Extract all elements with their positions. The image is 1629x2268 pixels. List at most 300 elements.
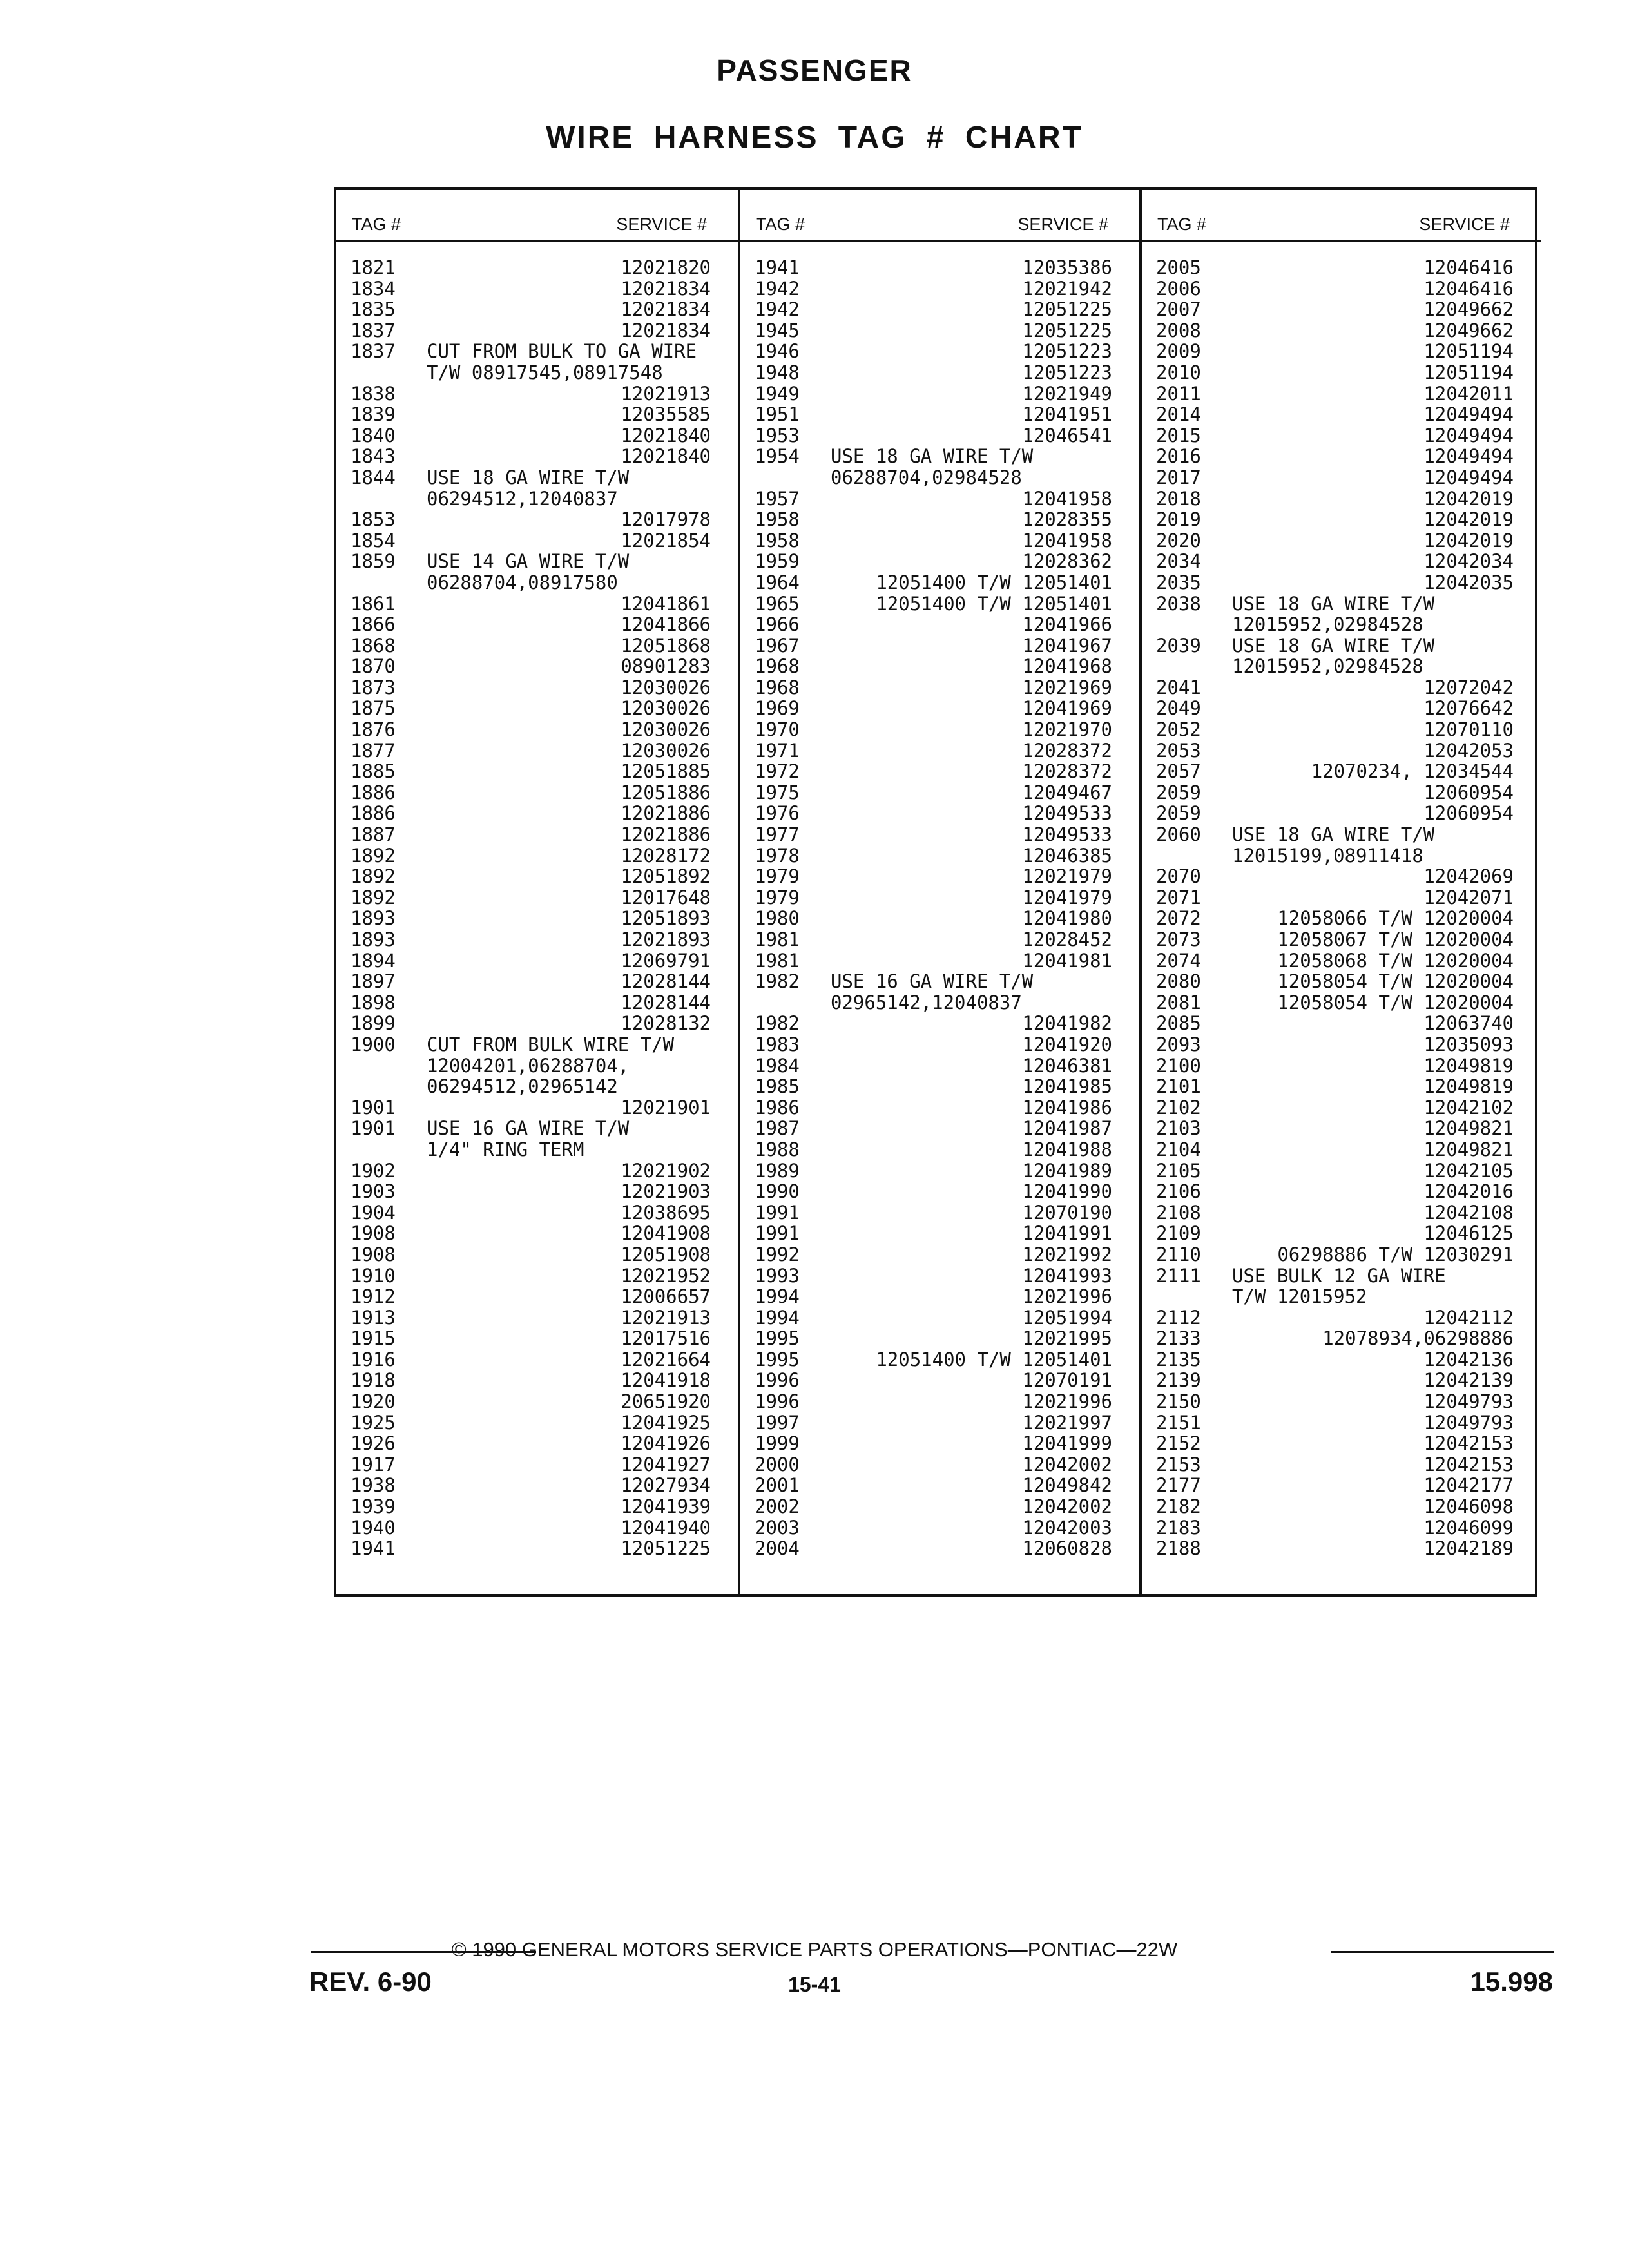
table-row bbox=[740, 1475, 1139, 1496]
tag-number: 2177 bbox=[1156, 1474, 1201, 1497]
tag-number: 1912 bbox=[351, 1285, 396, 1308]
service-number: 12042105 bbox=[1423, 1159, 1514, 1182]
tag-number: 1837 bbox=[351, 340, 396, 363]
service-number: 12021840 bbox=[621, 445, 711, 468]
table-row bbox=[740, 614, 1139, 635]
tag-number: 1988 bbox=[755, 1138, 800, 1160]
service-number: 12051225 bbox=[1022, 319, 1112, 341]
tag-number: 2112 bbox=[1156, 1306, 1201, 1329]
tag-number: 1866 bbox=[351, 613, 396, 636]
tag-number: 2002 bbox=[755, 1495, 800, 1518]
service-number: 12051892 bbox=[621, 865, 711, 888]
tag-number: 1839 bbox=[351, 403, 396, 426]
table-row bbox=[336, 635, 738, 657]
service-number: 12049494 bbox=[1423, 403, 1514, 426]
tag-number: 1901 bbox=[351, 1117, 396, 1140]
table-row bbox=[1142, 782, 1541, 803]
service-number: 12042136 bbox=[1423, 1348, 1514, 1370]
service-number: 12038695 bbox=[621, 1201, 711, 1224]
table-row bbox=[336, 1538, 738, 1559]
table-row bbox=[1142, 1286, 1541, 1307]
tag-number: 1897 bbox=[351, 970, 396, 993]
table-row bbox=[336, 1223, 738, 1244]
table-row bbox=[1142, 551, 1541, 572]
service-number: 12051194 bbox=[1423, 361, 1514, 383]
tag-number: 1942 bbox=[755, 277, 800, 300]
service-number: 12042102 bbox=[1423, 1096, 1514, 1119]
table-row bbox=[336, 950, 738, 972]
service-note: USE 18 GA WIRE T/W bbox=[831, 445, 1034, 468]
tag-number: 1953 bbox=[755, 424, 800, 447]
table-row bbox=[336, 656, 738, 677]
service-number: 12046385 bbox=[1022, 844, 1112, 867]
table-row bbox=[1142, 1244, 1541, 1265]
service-number: 12041982 bbox=[1022, 1012, 1112, 1035]
service-number: 12060828 bbox=[1022, 1537, 1112, 1560]
service-number: 12021840 bbox=[621, 424, 711, 447]
table-row bbox=[740, 1223, 1139, 1244]
tag-chart-table bbox=[334, 187, 1537, 1597]
tag-number: 2074 bbox=[1156, 949, 1201, 972]
table-row bbox=[1142, 1013, 1541, 1034]
tag-number: 1898 bbox=[351, 991, 396, 1014]
service-note: USE 14 GA WIRE T/W bbox=[427, 550, 630, 573]
tag-number: 1980 bbox=[755, 907, 800, 930]
tag-number: 2072 bbox=[1156, 907, 1201, 930]
tag-number: 1995 bbox=[755, 1348, 800, 1370]
table-row bbox=[1142, 341, 1541, 362]
table-row bbox=[1142, 824, 1541, 845]
tag-number: 2105 bbox=[1156, 1159, 1201, 1182]
service-note: 06294512,12040837 bbox=[427, 487, 618, 510]
tag-number: 2153 bbox=[1156, 1453, 1201, 1475]
service-number: 12042053 bbox=[1423, 739, 1514, 762]
table-row bbox=[336, 1013, 738, 1034]
service-number: 12042019 bbox=[1423, 487, 1514, 510]
tag-number: 1945 bbox=[755, 319, 800, 341]
service-number: 12041958 bbox=[1022, 487, 1112, 510]
tag-number: 1964 bbox=[755, 571, 800, 593]
tag-number: 1901 bbox=[351, 1096, 396, 1119]
table-row bbox=[1142, 1349, 1541, 1370]
footer-section-number: 15.998 bbox=[1470, 1966, 1553, 1997]
tag-number: 1918 bbox=[351, 1369, 396, 1392]
service-number: 12041999 bbox=[1022, 1432, 1112, 1455]
table-row bbox=[336, 1286, 738, 1307]
tag-number: 2150 bbox=[1156, 1390, 1201, 1413]
service-number: 12041918 bbox=[621, 1369, 711, 1392]
table-row bbox=[740, 1181, 1139, 1202]
table-row bbox=[336, 1097, 738, 1119]
table-rows bbox=[740, 257, 1139, 1559]
table-row bbox=[740, 425, 1139, 447]
service-note: USE BULK 12 GA WIRE bbox=[1232, 1264, 1446, 1287]
footer-copyright: © 1990 GENERAL MOTORS SERVICE PARTS OPERATIONS—PONTIAC—22W bbox=[451, 1938, 1178, 1961]
tag-number: 1844 bbox=[351, 466, 396, 488]
service-note: USE 18 GA WIRE T/W bbox=[1232, 823, 1435, 846]
table-row bbox=[1142, 1265, 1541, 1287]
tag-number: 1908 bbox=[351, 1222, 396, 1245]
table-row bbox=[740, 446, 1139, 467]
tag-number: 1985 bbox=[755, 1075, 800, 1098]
tag-number: 1958 bbox=[755, 508, 800, 531]
table-row bbox=[1142, 320, 1541, 341]
table-row bbox=[336, 1160, 738, 1182]
service-number: 12060954 bbox=[1423, 781, 1514, 803]
table-row bbox=[740, 971, 1139, 992]
table-row bbox=[740, 257, 1139, 278]
table-row bbox=[336, 1202, 738, 1224]
service-number: 12046125 bbox=[1423, 1222, 1514, 1245]
tag-number: 1983 bbox=[755, 1033, 800, 1055]
service-number: 12046416 bbox=[1423, 277, 1514, 300]
service-number: 12021886 bbox=[621, 802, 711, 825]
service-number: 12041967 bbox=[1022, 634, 1112, 657]
service-number: 12021996 bbox=[1022, 1390, 1112, 1413]
table-row bbox=[740, 1013, 1139, 1034]
table-row bbox=[1142, 1328, 1541, 1349]
service-number: 12021854 bbox=[621, 529, 711, 552]
tag-number: 2057 bbox=[1156, 760, 1201, 783]
table-row bbox=[336, 1517, 738, 1539]
tag-number: 1877 bbox=[351, 739, 396, 762]
tag-number: 1843 bbox=[351, 445, 396, 468]
table-row bbox=[740, 803, 1139, 824]
service-number: 12049819 bbox=[1423, 1075, 1514, 1098]
table-row bbox=[1142, 1454, 1541, 1475]
tag-number: 1984 bbox=[755, 1054, 800, 1077]
service-number: 12058068 T/W 12020004 bbox=[1277, 949, 1514, 972]
tag-number: 1968 bbox=[755, 655, 800, 678]
tag-number: 1990 bbox=[755, 1180, 800, 1203]
tag-number: 1968 bbox=[755, 676, 800, 698]
tag-number: 1940 bbox=[351, 1516, 396, 1539]
tag-number: 1840 bbox=[351, 424, 396, 447]
footer-page-number: 15-41 bbox=[788, 1973, 841, 1996]
tag-number: 2059 bbox=[1156, 781, 1201, 803]
service-number: 12051194 bbox=[1423, 340, 1514, 363]
footer-revision: REV. 6-90 bbox=[309, 1966, 432, 1997]
table-rows bbox=[336, 257, 738, 1559]
table-row bbox=[1142, 278, 1541, 300]
table-row bbox=[336, 1433, 738, 1454]
tag-number: 2059 bbox=[1156, 802, 1201, 825]
service-number: 12041968 bbox=[1022, 655, 1112, 678]
service-number: 12021820 bbox=[621, 256, 711, 278]
tag-number: 1887 bbox=[351, 823, 396, 846]
tag-number: 1868 bbox=[351, 634, 396, 657]
tag-number: 1993 bbox=[755, 1264, 800, 1287]
table-row bbox=[336, 929, 738, 950]
tag-number: 2015 bbox=[1156, 424, 1201, 447]
table-row bbox=[740, 992, 1139, 1014]
table-row bbox=[1142, 1160, 1541, 1182]
tag-number: 2053 bbox=[1156, 739, 1201, 762]
table-row bbox=[1142, 950, 1541, 972]
table-row bbox=[740, 740, 1139, 762]
tag-number: 1996 bbox=[755, 1390, 800, 1413]
table-row bbox=[740, 929, 1139, 950]
service-number: 12041920 bbox=[1022, 1033, 1112, 1055]
service-number: 12060954 bbox=[1423, 802, 1514, 825]
tag-number: 2011 bbox=[1156, 382, 1201, 405]
tag-header: TAG # bbox=[352, 215, 401, 234]
tag-number: 1835 bbox=[351, 298, 396, 321]
service-number: 12035386 bbox=[1022, 256, 1112, 278]
service-header: SERVICE # bbox=[1419, 215, 1510, 234]
service-number: 12030026 bbox=[621, 739, 711, 762]
table-row bbox=[1142, 299, 1541, 320]
table-row bbox=[1142, 446, 1541, 467]
table-row bbox=[1142, 1055, 1541, 1077]
service-number: 12076642 bbox=[1423, 697, 1514, 720]
service-number: 12046098 bbox=[1423, 1495, 1514, 1518]
service-number: 12041966 bbox=[1022, 613, 1112, 636]
tag-number: 2003 bbox=[755, 1516, 800, 1539]
table-row bbox=[336, 1349, 738, 1370]
table-row bbox=[1142, 887, 1541, 908]
service-number: 12028362 bbox=[1022, 550, 1112, 573]
table-row bbox=[336, 1139, 738, 1160]
table-row bbox=[1142, 761, 1541, 782]
service-note: 12015952,02984528 bbox=[1232, 613, 1423, 636]
table-row bbox=[740, 1034, 1139, 1055]
table-row bbox=[1142, 719, 1541, 740]
table-row bbox=[336, 1328, 738, 1349]
table-row bbox=[740, 1454, 1139, 1475]
tag-number: 1965 bbox=[755, 592, 800, 615]
service-number: 12058066 T/W 12020004 bbox=[1277, 907, 1514, 930]
table-row bbox=[1142, 1412, 1541, 1434]
table-row bbox=[336, 425, 738, 447]
tag-number: 2151 bbox=[1156, 1411, 1201, 1434]
service-number: 12046416 bbox=[1423, 256, 1514, 278]
service-number: 12051225 bbox=[621, 1537, 711, 1560]
tag-number: 1981 bbox=[755, 949, 800, 972]
service-number: 12042019 bbox=[1423, 508, 1514, 531]
column-header bbox=[1142, 190, 1541, 242]
service-number: 12028172 bbox=[621, 844, 711, 867]
service-number: 12030026 bbox=[621, 718, 711, 741]
tag-number: 2017 bbox=[1156, 466, 1201, 488]
service-number: 12051868 bbox=[621, 634, 711, 657]
service-number: 12021902 bbox=[621, 1159, 711, 1182]
service-number: 12030026 bbox=[621, 676, 711, 698]
service-number: 12051400 T/W 12051401 bbox=[876, 571, 1112, 593]
service-note: 06288704,02984528 bbox=[831, 466, 1022, 488]
service-number: 12069791 bbox=[621, 949, 711, 972]
service-number: 12021952 bbox=[621, 1264, 711, 1287]
table-row bbox=[740, 278, 1139, 300]
table-row bbox=[336, 1496, 738, 1517]
service-number: 12021996 bbox=[1022, 1285, 1112, 1308]
table-row bbox=[740, 1412, 1139, 1434]
table-row bbox=[336, 719, 738, 740]
service-number: 12041987 bbox=[1022, 1117, 1112, 1140]
table-row bbox=[1142, 1391, 1541, 1412]
tag-number: 1982 bbox=[755, 970, 800, 993]
table-row bbox=[740, 698, 1139, 719]
tag-number: 1904 bbox=[351, 1201, 396, 1224]
service-header: SERVICE # bbox=[1017, 215, 1108, 234]
tag-number: 2102 bbox=[1156, 1096, 1201, 1119]
service-number: 12021903 bbox=[621, 1180, 711, 1203]
table-row bbox=[740, 1097, 1139, 1119]
table-row bbox=[336, 1412, 738, 1434]
table-row bbox=[1142, 593, 1541, 615]
tag-number: 1908 bbox=[351, 1243, 396, 1265]
table-row bbox=[336, 1265, 738, 1287]
table-row bbox=[336, 866, 738, 887]
table-row bbox=[336, 257, 738, 278]
table-row bbox=[1142, 1097, 1541, 1119]
table-row bbox=[1142, 1517, 1541, 1539]
service-note: 1/4" RING TERM bbox=[427, 1138, 584, 1160]
service-number: 12049793 bbox=[1423, 1411, 1514, 1434]
tag-number: 1991 bbox=[755, 1222, 800, 1245]
tag-number: 1977 bbox=[755, 823, 800, 846]
tag-number: 1958 bbox=[755, 529, 800, 552]
table-row bbox=[740, 1139, 1139, 1160]
service-number: 12041993 bbox=[1022, 1264, 1112, 1287]
table-row bbox=[740, 341, 1139, 362]
service-number: 12041969 bbox=[1022, 697, 1112, 720]
tag-number: 2016 bbox=[1156, 445, 1201, 468]
service-number: 12021901 bbox=[621, 1096, 711, 1119]
tag-number: 1859 bbox=[351, 550, 396, 573]
tag-number: 1982 bbox=[755, 1012, 800, 1035]
service-number: 12042035 bbox=[1423, 571, 1514, 593]
table-row bbox=[1142, 803, 1541, 824]
tag-number: 1997 bbox=[755, 1411, 800, 1434]
service-number: 12042071 bbox=[1423, 886, 1514, 908]
tag-number: 2081 bbox=[1156, 991, 1201, 1014]
tag-number: 1939 bbox=[351, 1495, 396, 1518]
service-number: 12028132 bbox=[621, 1012, 711, 1035]
service-number: 12021992 bbox=[1022, 1243, 1112, 1265]
tag-number: 2188 bbox=[1156, 1537, 1201, 1560]
table-row bbox=[336, 614, 738, 635]
table-row bbox=[336, 320, 738, 341]
table-row bbox=[1142, 614, 1541, 635]
table-row bbox=[336, 362, 738, 383]
service-note: USE 16 GA WIRE T/W bbox=[427, 1117, 630, 1140]
table-row bbox=[1142, 1139, 1541, 1160]
table-row bbox=[336, 1370, 738, 1391]
service-number: 12041986 bbox=[1022, 1096, 1112, 1119]
table-row bbox=[1142, 929, 1541, 950]
tag-number: 1987 bbox=[755, 1117, 800, 1140]
table-row bbox=[336, 404, 738, 425]
service-number: 12017648 bbox=[621, 886, 711, 908]
tag-number: 1885 bbox=[351, 760, 396, 783]
tag-number: 1979 bbox=[755, 865, 800, 888]
service-number: 12042019 bbox=[1423, 529, 1514, 552]
service-number: 12042177 bbox=[1423, 1474, 1514, 1497]
service-number: 12049662 bbox=[1423, 319, 1514, 341]
service-note: USE 18 GA WIRE T/W bbox=[1232, 592, 1435, 615]
tag-number: 2085 bbox=[1156, 1012, 1201, 1035]
service-note: T/W 12015952 bbox=[1232, 1285, 1367, 1308]
table-row bbox=[336, 887, 738, 908]
service-number: 12021664 bbox=[621, 1348, 711, 1370]
tag-number: 2108 bbox=[1156, 1201, 1201, 1224]
table-row bbox=[1142, 992, 1541, 1014]
tag-header: TAG # bbox=[756, 215, 805, 234]
table-row bbox=[336, 1055, 738, 1077]
table-row bbox=[740, 593, 1139, 615]
service-number: 12021913 bbox=[621, 1306, 711, 1329]
tag-number: 2018 bbox=[1156, 487, 1201, 510]
service-number: 12051223 bbox=[1022, 340, 1112, 363]
service-number: 12049842 bbox=[1022, 1474, 1112, 1497]
table-row bbox=[1142, 362, 1541, 383]
tag-number: 2093 bbox=[1156, 1033, 1201, 1055]
service-number: 12049821 bbox=[1423, 1138, 1514, 1160]
tag-number: 1894 bbox=[351, 949, 396, 972]
service-number: 12041979 bbox=[1022, 886, 1112, 908]
tag-number: 1886 bbox=[351, 802, 396, 825]
table-row bbox=[336, 845, 738, 867]
table-row bbox=[740, 509, 1139, 530]
tag-number: 2104 bbox=[1156, 1138, 1201, 1160]
service-number: 12046541 bbox=[1022, 424, 1112, 447]
service-number: 12049819 bbox=[1423, 1054, 1514, 1077]
service-number: 12051908 bbox=[621, 1243, 711, 1265]
tag-header: TAG # bbox=[1157, 215, 1207, 234]
table-row bbox=[740, 1160, 1139, 1182]
service-note: 12015199,08911418 bbox=[1232, 844, 1423, 867]
tag-number: 2183 bbox=[1156, 1516, 1201, 1539]
table-row bbox=[740, 1538, 1139, 1559]
service-number: 12021834 bbox=[621, 277, 711, 300]
tag-number: 1916 bbox=[351, 1348, 396, 1370]
table-row bbox=[336, 992, 738, 1014]
table-row bbox=[1142, 404, 1541, 425]
table-row bbox=[1142, 257, 1541, 278]
table-row bbox=[336, 341, 738, 362]
service-number: 12078934,06298886 bbox=[1322, 1327, 1514, 1350]
service-number: 12046099 bbox=[1423, 1516, 1514, 1539]
service-number: 12041926 bbox=[621, 1432, 711, 1455]
table-row bbox=[1142, 1118, 1541, 1139]
table-row bbox=[740, 1496, 1139, 1517]
tag-number: 2038 bbox=[1156, 592, 1201, 615]
tag-number: 1892 bbox=[351, 886, 396, 908]
table-row bbox=[336, 1244, 738, 1265]
table-row bbox=[1142, 1076, 1541, 1097]
service-number: 12021997 bbox=[1022, 1411, 1112, 1434]
service-number: 12042189 bbox=[1423, 1537, 1514, 1560]
service-number: 12041989 bbox=[1022, 1159, 1112, 1182]
service-number: 12021834 bbox=[621, 298, 711, 321]
table-row bbox=[740, 467, 1139, 488]
service-number: 12051886 bbox=[621, 781, 711, 803]
tag-number: 1991 bbox=[755, 1201, 800, 1224]
tag-number: 2152 bbox=[1156, 1432, 1201, 1455]
tag-number: 1900 bbox=[351, 1033, 396, 1055]
service-number: 12042069 bbox=[1423, 865, 1514, 888]
service-number: 12049494 bbox=[1423, 466, 1514, 488]
table-row bbox=[740, 1517, 1139, 1539]
service-number: 12041866 bbox=[621, 613, 711, 636]
table-row bbox=[740, 551, 1139, 572]
table-row bbox=[336, 698, 738, 719]
tag-number: 1948 bbox=[755, 361, 800, 383]
tag-number: 2080 bbox=[1156, 970, 1201, 993]
tag-number: 2135 bbox=[1156, 1348, 1201, 1370]
table-row bbox=[336, 1475, 738, 1496]
